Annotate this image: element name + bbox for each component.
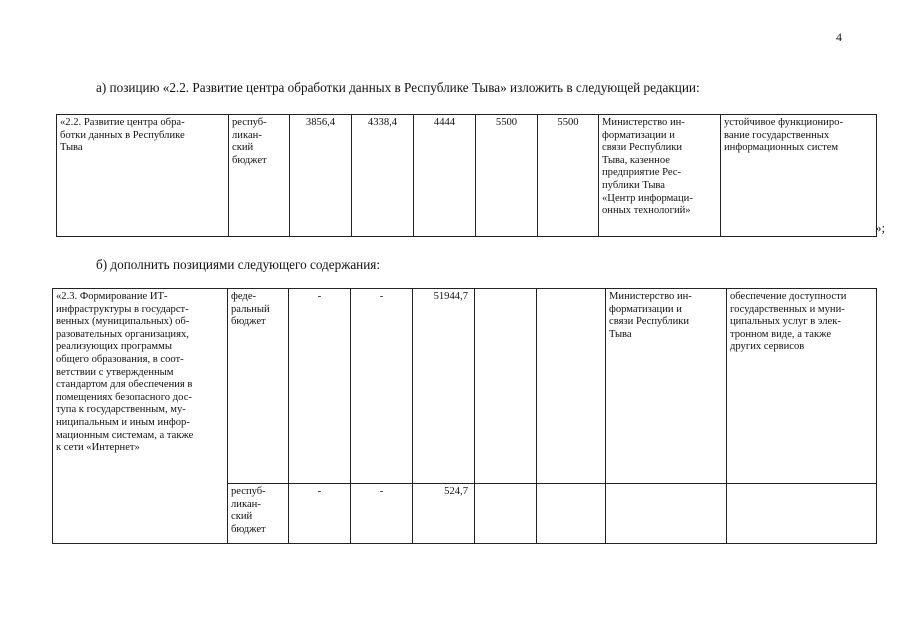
- cell-executor: [606, 484, 727, 544]
- cell-value-2: -: [351, 484, 413, 544]
- table-position-2-3: [52, 288, 877, 544]
- cell-executor: Министерство ин- форматизации и связи Республики Тыва, казенное предприятие Рес- публики Тыва «Центр информаци- онных технологий»: [599, 115, 721, 237]
- cell-value-5: 5500: [538, 115, 599, 237]
- cell-value-1: 3856,4: [290, 115, 352, 237]
- cell-source-republican: респуб- ликан- ский бюджет: [228, 484, 289, 544]
- cell-value-4: [475, 289, 537, 484]
- table-position-2-2: [56, 114, 877, 237]
- cell-value-3: 524,7: [413, 484, 475, 544]
- cell-source: респуб- ликан- ский бюджет: [229, 115, 290, 237]
- cell-value-1: -: [289, 289, 351, 484]
- cell-executor: Министерство ин- форматизации и связи Республики Тыва: [606, 289, 727, 484]
- cell-result: [727, 484, 877, 544]
- paragraph-b-intro: б) дополнить позициями следующего содержания:: [96, 257, 381, 272]
- cell-result: устойчивое функциониро- вание государственных информационных систем: [721, 115, 877, 237]
- cell-value-4: [475, 484, 537, 544]
- cell-name: «2.3. Формирование ИТ- инфраструктуры в государст- венных (муниципальных) об- разовательных организациях, реализующих программы общего образования, в соот- ветствии с утвержденным стандартом для обеспечения в помещениях безопасного дос- тупа к государственным, му- ниципальным и иным инфор- мационным системам, а также к сети «Интернет»: [53, 289, 228, 544]
- closing-quote: »;: [875, 220, 886, 235]
- cell-source-federal: феде- ральный бюджет: [228, 289, 289, 484]
- cell-value-2: -: [351, 289, 413, 484]
- cell-value-3: 4444: [414, 115, 476, 237]
- table-row: [53, 289, 877, 484]
- paragraph-a-intro: а) позицию «2.2. Развитие центра обработки данных в Республике Тыва» изложить в следующей редакции:: [96, 80, 700, 95]
- cell-value-5: [537, 484, 606, 544]
- cell-value-5: [537, 289, 606, 484]
- cell-value-4: 5500: [476, 115, 538, 237]
- cell-result: обеспечение доступности государственных и муни- ципальных услуг в элек- тронном виде, а также других сервисов: [727, 289, 877, 484]
- cell-value-1: -: [289, 484, 351, 544]
- cell-value-3: 51944,7: [413, 289, 475, 484]
- table-row: [57, 115, 877, 237]
- page-number: 4: [836, 30, 842, 44]
- cell-name: «2.2. Развитие центра обра- ботки данных в Республике Тыва: [57, 115, 229, 237]
- cell-value-2: 4338,4: [352, 115, 414, 237]
